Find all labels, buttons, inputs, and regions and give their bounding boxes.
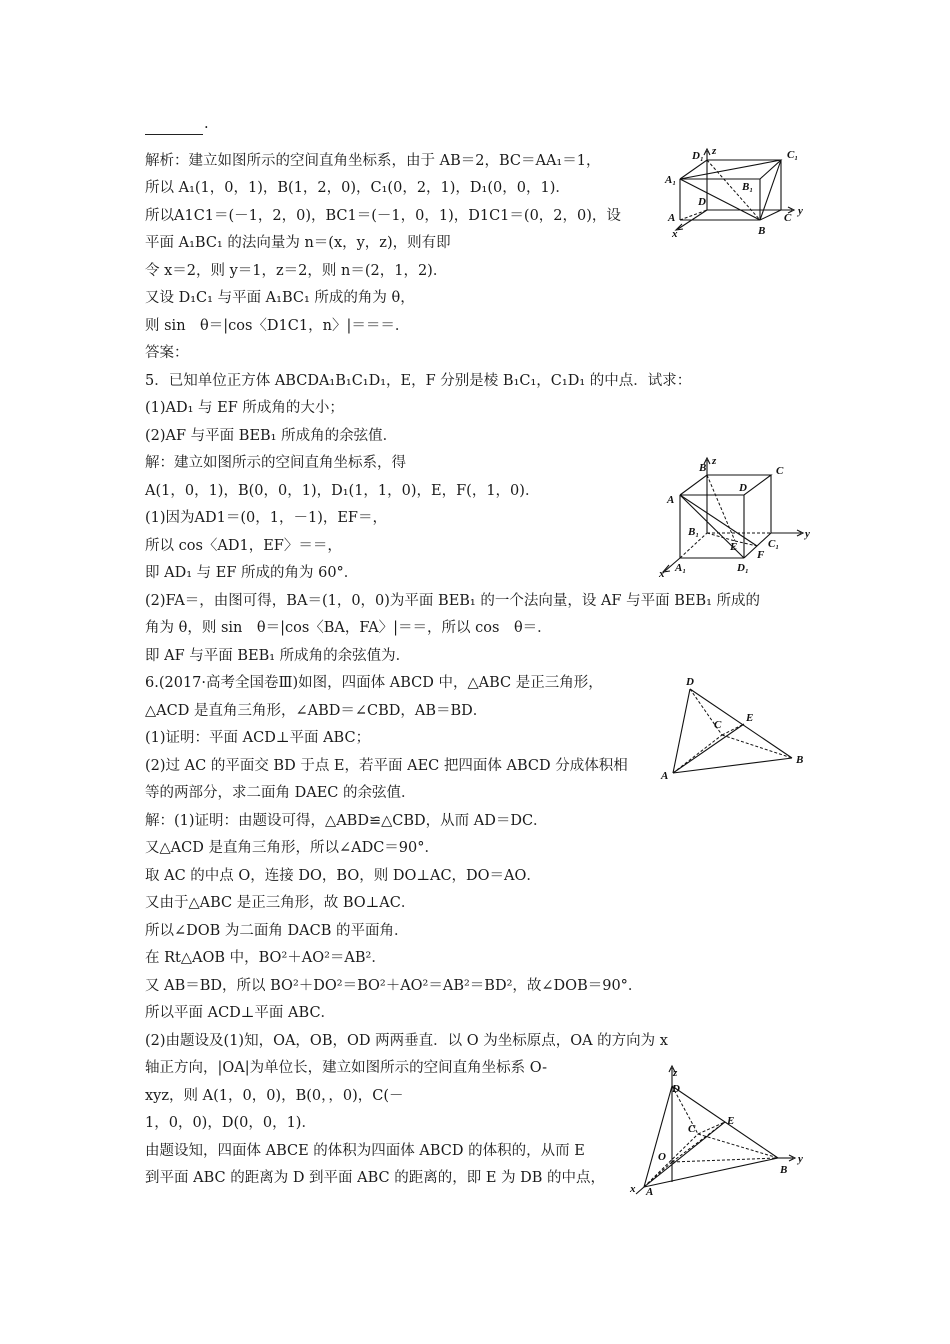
text-line: (2)FA＝，由图可得，BA＝(1，0，0)为平面 BEB₁ 的一个法向量，设 AF 与平面 BEB₁ 所成的 — [145, 593, 761, 609]
fig4-label: O — [658, 1151, 666, 1163]
text-line: 所以 cos〈AD1，EF〉＝＝， — [145, 538, 342, 554]
text-line: (1)AD₁ 与 EF 所成角的大小； — [145, 400, 344, 416]
figure-tetrahedron — [660, 673, 810, 783]
fig2-label: B₁ — [688, 526, 700, 538]
fig4-label: E — [727, 1115, 735, 1127]
text-line: △ACD 是直角三角形，∠ABD＝∠CBD，AB＝BD． — [145, 703, 488, 719]
fig3-label: B — [796, 754, 804, 766]
fig1-label: B — [758, 225, 766, 237]
fig2-label: E — [730, 541, 738, 553]
text-line: 角为 θ，则 sin θ＝|cos〈BA，FA〉|＝＝，所以 cos θ＝． — [145, 620, 552, 636]
text-line: 解析：建立如图所示的空间直角坐标系，由于 AB＝2，BC＝AA₁＝1， — [145, 153, 601, 169]
text-line: 所以平面 ACD⊥平面 ABC． — [145, 1005, 336, 1021]
text-line: 则 sin θ＝|cos〈D1C1，n〉|＝＝＝． — [145, 318, 410, 334]
fig2-label: y — [805, 528, 810, 540]
fig2-label: D — [739, 482, 747, 494]
fig1-label: z — [712, 145, 717, 157]
text-line: 等的两部分，求二面角 DAEC 的余弦值． — [145, 785, 416, 801]
text-line: 解：(1)证明：由题设可得，△ABD≌△CBD，从而 AD＝DC． — [145, 813, 548, 829]
text-line: 由题设知，四面体 ABCE 的体积为四面体 ABCD 的体积的，从而 E — [145, 1143, 585, 1159]
text-line: 答案： — [145, 345, 189, 361]
text-line: 又△ACD 是直角三角形，所以∠ADC＝90°． — [145, 840, 439, 856]
figure-tetrahedron-coordinate — [628, 1062, 813, 1202]
fig1-label: D₁ — [692, 150, 704, 162]
figure-cube-coordinate — [655, 455, 815, 580]
text-line: 所以A1C1＝(－1，2，0)，BC1＝(－1，0，1)，D1C1＝(0，2，0)，设 — [145, 208, 621, 224]
fig4-label: x — [630, 1183, 636, 1195]
text-line: 所以∠DOB 为二面角 DACB 的平面角． — [145, 923, 409, 939]
text-line: 到平面 ABC 的距离为 D 到平面 ABC 的距离的，即 E 为 DB 的中点， — [145, 1170, 606, 1186]
fig1-label: C — [784, 212, 792, 224]
fig4-label: y — [798, 1153, 803, 1165]
fig2-label: F — [757, 549, 765, 561]
fig2-label: C — [776, 465, 784, 477]
fig2-label: D₁ — [737, 562, 749, 574]
fig2-label: B — [699, 462, 707, 474]
fig2-label: C₁ — [768, 538, 780, 550]
text-line: 所以 A₁(1，0，1)，B(1，2，0)，C₁(0，2，1)，D₁(0，0，1)． — [145, 180, 570, 196]
text-line: 5．已知单位正方体 ABCDA₁B₁C₁D₁，E，F 分别是棱 B₁C₁，C₁D₁ 的中点．试求： — [145, 373, 692, 389]
fig4-label: A — [646, 1186, 654, 1198]
text-line: (2)过 AC 的平面交 BD 于点 E，若平面 AEC 把四面体 ABCD 分成体积相 — [145, 758, 628, 774]
fig2-label: A₁ — [675, 562, 687, 574]
text-line: 解：建立如图所示的空间直角坐标系，得 — [145, 455, 406, 471]
text-line: 又 AB＝BD，所以 BO²＋DO²＝BO²＋AO²＝AB²＝BD²，故∠DOB＝90°． — [145, 978, 643, 994]
text-line: 6.(2017·高考全国卷Ⅲ)如图，四面体 ABCD 中，△ABC 是正三角形， — [145, 675, 603, 691]
answer-blank — [145, 118, 203, 135]
text-line: xyz，则 A(1，0，0)，B(0，，0)，C(－ — [145, 1088, 404, 1104]
fig1-label: D — [698, 196, 706, 208]
text-line: 平面 A₁BC₁ 的法向量为 n＝(x，y，z)，则有即 — [145, 235, 451, 251]
text-line: 1，0，0)，D(0，0，1)． — [145, 1115, 316, 1131]
fig3-label: D — [686, 676, 694, 688]
fig1-label: A — [668, 212, 676, 224]
fig2-label: z — [712, 455, 717, 467]
fig3-label: E — [746, 712, 754, 724]
text-line: 轴正方向，|OA|为单位长，建立如图所示的空间直角坐标系 O- — [145, 1060, 548, 1076]
fig4-label: z — [673, 1067, 678, 1079]
fig4-label: D — [672, 1083, 680, 1095]
text-line: 又设 D₁C₁ 与平面 A₁BC₁ 所成的角为 θ， — [145, 290, 415, 306]
text-line: 令 x＝2，则 y＝1，z＝2，则 n＝(2，1，2)． — [145, 263, 448, 279]
text-line: 即 AF 与平面 BEB₁ 所成角的余弦值为． — [145, 648, 411, 664]
fig3-label: A — [661, 770, 669, 782]
text-line: (2)由题设及(1)知，OA，OB，OD 两两垂直．以 O 为坐标原点，OA 的方向为 x — [145, 1033, 668, 1049]
fig3-label: C — [714, 719, 722, 731]
fig2-label: x — [659, 568, 665, 580]
fig1-label: A₁ — [665, 174, 677, 186]
answer-blank-period: . — [204, 116, 209, 132]
text-line: A(1，0，1)，B(0，0，1)，D₁(1，1，0)，E，F(，1，0)． — [145, 483, 540, 499]
text-line: (1)因为AD1＝(0，1，－1)，EF＝， — [145, 510, 387, 526]
text-line: 又由于△ABC 是正三角形，故 BO⊥AC． — [145, 895, 416, 911]
text-line: 取 AC 的中点 O，连接 DO，BO，则 DO⊥AC，DO＝AO． — [145, 868, 541, 884]
text-line: (1)证明：平面 ACD⊥平面 ABC； — [145, 730, 371, 746]
fig4-label: B — [780, 1164, 788, 1176]
figure-box-coordinate — [660, 145, 820, 245]
fig2-label: A — [667, 494, 675, 506]
fig1-label: B₁ — [742, 181, 754, 193]
fig4-label: C — [688, 1123, 696, 1135]
text-line: 即 AD₁ 与 EF 所成的角为 60°． — [145, 565, 359, 581]
text-line: 在 Rt△AOB 中，BO²＋AO²＝AB²． — [145, 950, 386, 966]
fig1-label: x — [672, 228, 678, 240]
fig1-label: C₁ — [787, 149, 799, 161]
text-line: (2)AF 与平面 BEB₁ 所成角的余弦值． — [145, 428, 398, 444]
fig1-label: y — [798, 205, 803, 217]
